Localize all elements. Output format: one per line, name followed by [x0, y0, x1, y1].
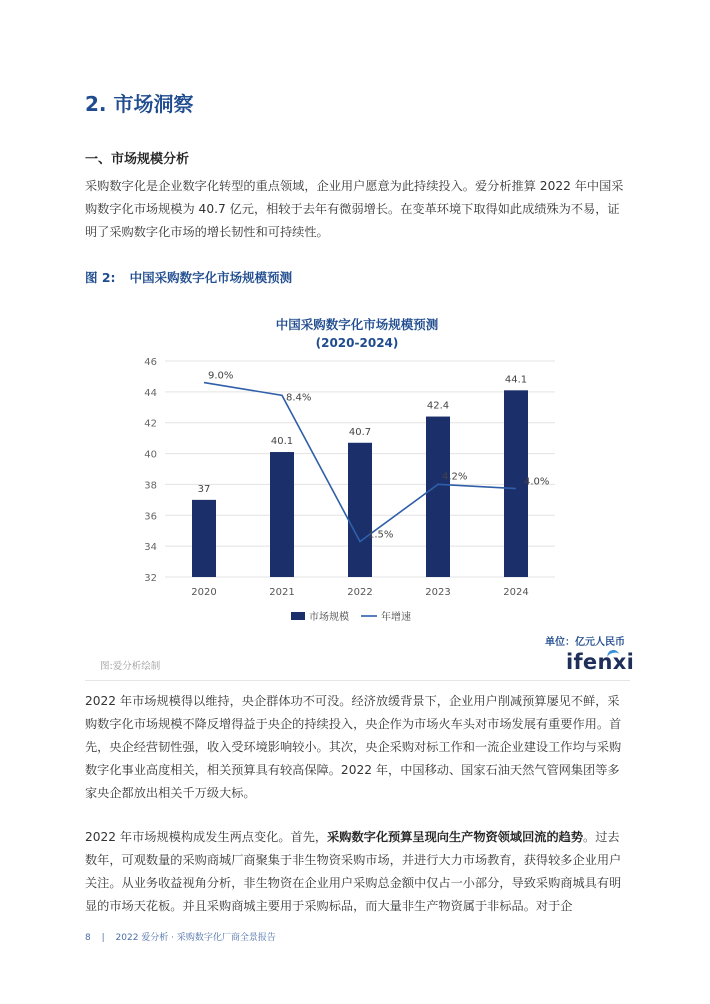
- market-size-chart: [85, 295, 630, 660]
- subsection-title: 一、市场规模分析: [85, 152, 190, 167]
- x-tick-label: 2022: [347, 587, 373, 598]
- figure-caption-text: 中国采购数字化市场规模预测: [129, 270, 293, 285]
- body-paragraph-3: [85, 826, 630, 918]
- bar-value-label: 40.7: [348, 426, 372, 438]
- y-tick-label: 40: [144, 449, 157, 461]
- x-tick-label: 2024: [503, 587, 529, 598]
- growth-value-label: 4.2%: [442, 471, 468, 483]
- section-title: 2. 市场洞察: [85, 92, 194, 116]
- bar-value-label: 44.1: [504, 374, 528, 386]
- bar: [192, 500, 216, 577]
- page-number: 8: [85, 933, 91, 943]
- unit-label: 单位：亿元人民币: [545, 637, 625, 648]
- figure-number: 图 2:: [85, 270, 116, 285]
- y-tick-label: 36: [144, 511, 157, 523]
- y-tick-label: 42: [144, 418, 157, 430]
- legend-bar-label: 市场规模: [309, 612, 349, 623]
- para3-text-end: 。过去数年，可观数量的采购商城厂商聚集于非生物资采购市场，并进行大力市场教育，获得较多企业用户关注。从业务收益视角分析，非生物资在企业用户采购总金额中仅占一小部分，导致采购商城具有明显的市场天花板。并且采购商城主要用于采购标品，而大量非生产物资属于非标品。对于企: [85, 830, 622, 913]
- bar-value-label: 42.4: [426, 400, 450, 412]
- bar: [348, 443, 372, 577]
- growth-value-label: 8.4%: [286, 392, 312, 404]
- growth-value-label: 9.0%: [208, 370, 234, 382]
- ifenxi-logo: ifenxi: [566, 650, 635, 674]
- growth-value-label: 1.5%: [368, 529, 394, 541]
- para3-text-start: 2022 年市场规模构成发生两点变化。首先，: [85, 830, 328, 844]
- source-note: 图:爱分析绘制: [100, 661, 161, 672]
- y-tick-label: 38: [144, 480, 157, 492]
- bar-value-label: 40.1: [270, 436, 294, 448]
- y-tick-label: 46: [144, 357, 157, 368]
- x-tick-label: 2021: [269, 587, 295, 598]
- bar: [270, 452, 294, 577]
- body-paragraph-2: 2022 年市场规模得以维持，央企群体功不可没。经济放缓背景下，企业用户削减预算屡见不鲜，采购数字化市场规模不降反增得益于央企的持续投入，央企作为市场火车头对市场发展有重要作用。首先，央企经营韧性强，收入受环境影响较小。其次，央企采购对标工作和一流企业建设工作均与采购数字化事业高度相关，相关预算具有较高保障。2022 年，中国移动、国家石油天然气管网集团等多家央企都放出相关千万级大标。: [85, 694, 622, 800]
- para3-emphasis: 采购数字化预算呈现向生产物资领域回流的趋势: [327, 830, 584, 844]
- growth-value-label: 4.0%: [524, 476, 550, 488]
- y-tick-label: 34: [144, 542, 157, 554]
- figure-caption: [85, 268, 292, 286]
- y-tick-label: 44: [144, 387, 157, 399]
- x-tick-label: 2023: [425, 587, 451, 598]
- bar: [426, 417, 450, 577]
- x-tick-label: 2020: [191, 587, 217, 598]
- footer-title: 2022 爱分析 · 采购数字化厂商全景报告: [115, 933, 276, 943]
- footer-separator: |: [101, 933, 105, 943]
- legend-bar-swatch: [291, 612, 305, 620]
- intro-paragraph: 采购数字化是企业数字化转型的重点领域，企业用户愿意为此持续投入。爱分析推算 2022 年中国采购数字化市场规模为 40.7 亿元，相较于去年有微弱增长。在变革环境下取得如此成绩殊为不易，证明了采购数字化市场的增长韧性和可持续性。: [85, 179, 624, 239]
- page-footer: [85, 930, 276, 943]
- divider: [85, 680, 630, 681]
- bar-value-label: 37: [197, 483, 211, 495]
- chart-subtitle: (2020-2024): [315, 336, 399, 350]
- y-tick-label: 32: [144, 573, 157, 584]
- chart-title: 中国采购数字化市场规模预测: [275, 317, 439, 332]
- legend-line-label: 年增速: [381, 612, 411, 623]
